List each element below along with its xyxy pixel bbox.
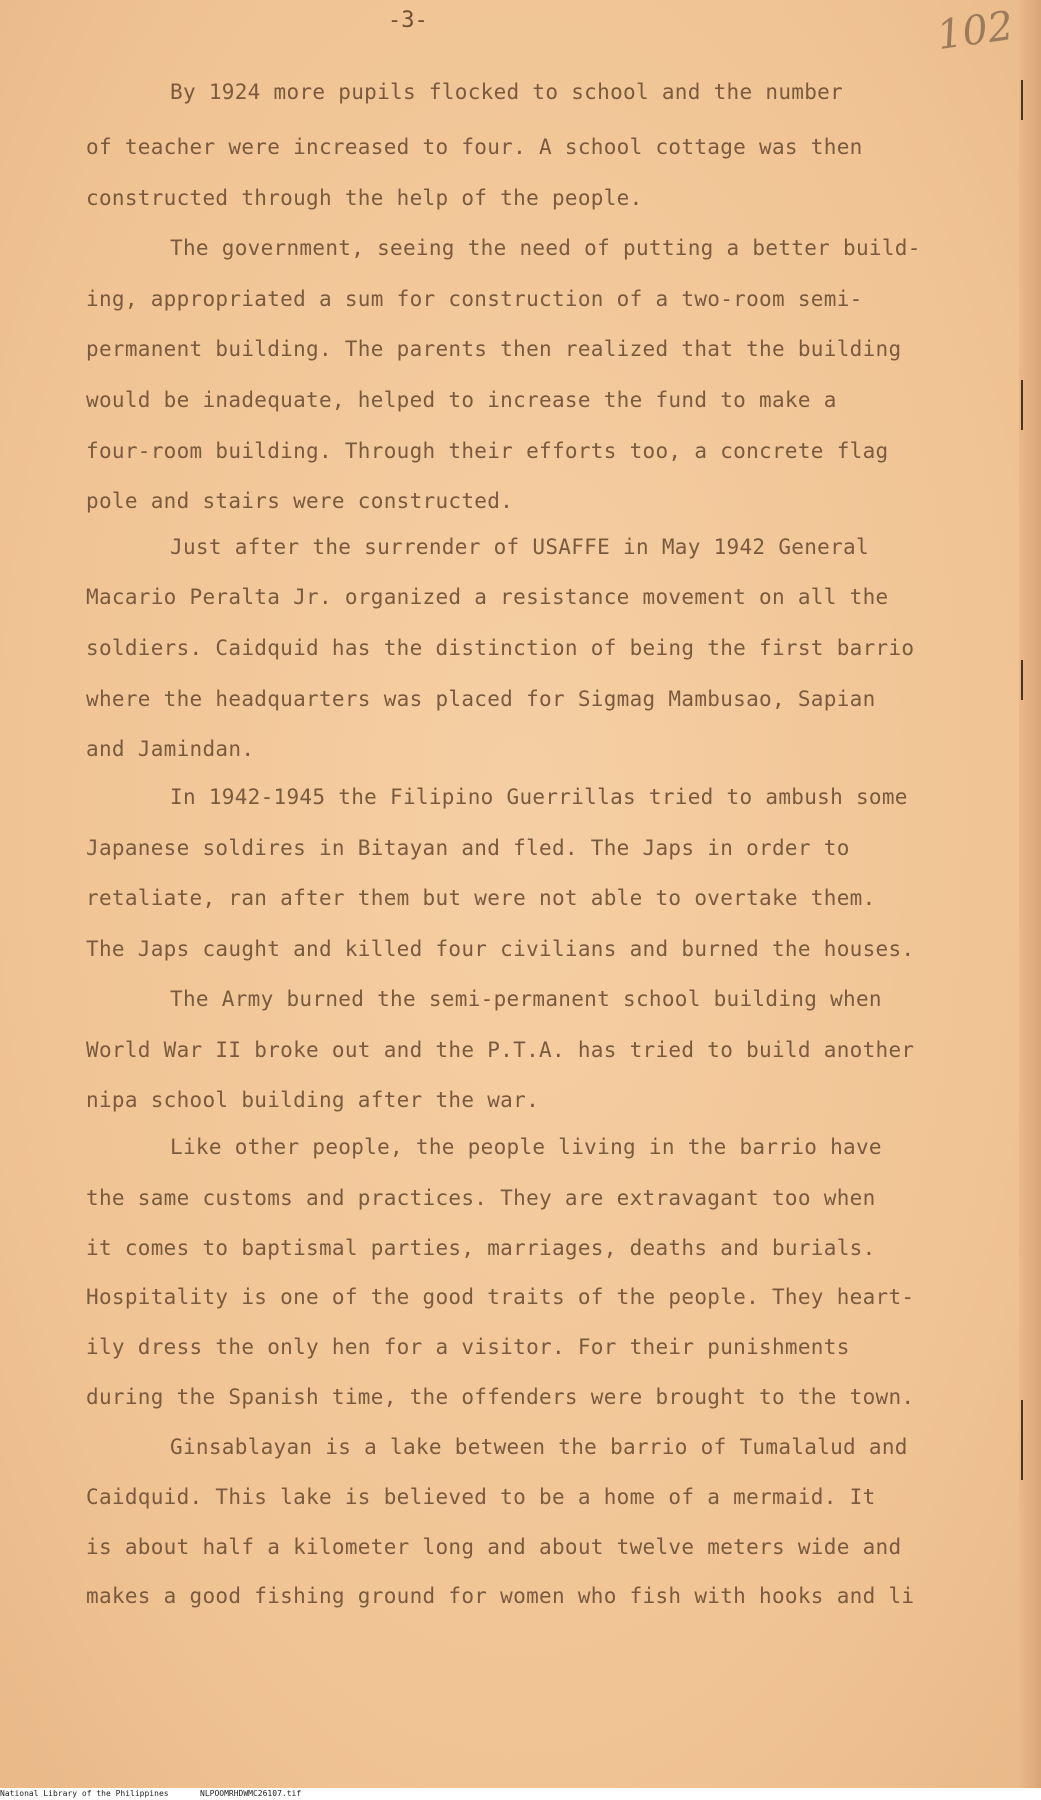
text-line: World War II broke out and the P.T.A. has tried to build another [86,1038,915,1062]
text-line: makes a good fishing ground for women who fish with hooks and li [86,1584,915,1608]
text-line: retaliate, ran after them but were not able to overtake them. [86,886,876,910]
text-line: it comes to baptismal parties, marriages, deaths and burials. [86,1236,876,1260]
text-line: where the headquarters was placed for Sigmag Mambusao, Sapian [86,687,876,711]
text-line: The Army burned the semi-permanent school building when [170,987,882,1011]
text-line: Japanese soldires in Bitayan and fled. The Japs in order to [86,836,850,860]
text-line: permanent building. The parents then realized that the building [86,337,902,361]
margin-mark [1021,380,1023,430]
text-line: Like other people, the people living in the barrio have [170,1135,882,1159]
text-line: four-room building. Through their efforts too, a concrete flag [86,439,889,463]
text-line: Hospitality is one of the good traits of the people. They heart- [86,1285,915,1309]
text-line: Macario Peralta Jr. organized a resistance movement on all the [86,585,889,609]
text-line: is about half a kilometer long and about twelve meters wide and [86,1535,902,1559]
margin-mark [1021,80,1023,120]
text-line: ing, appropriated a sum for construction of a two-room semi- [86,287,863,311]
text-line: Ginsablayan is a lake between the barrio of Tumalalud and [170,1435,908,1459]
text-line: the same customs and practices. They are extravagant too when [86,1186,876,1210]
library-label: National Library of the Philippines [0,1789,169,1798]
handwritten-page-number: 102 [934,2,1017,60]
text-line: Just after the surrender of USAFFE in May 1942 General [170,535,869,559]
text-line: pole and stairs were constructed. [86,489,514,513]
margin-mark [1021,660,1023,700]
file-name: NLPOOMRHDWMC26107.tif [200,1789,302,1798]
page-edge [1019,0,1041,1790]
text-line: The Japs caught and killed four civilians and burned the houses. [86,937,915,961]
margin-mark [1021,1400,1023,1480]
text-line: nipa school building after the war. [86,1088,540,1112]
text-line: ily dress the only hen for a visitor. For their punishments [86,1335,850,1359]
text-line: Caidquid. This lake is believed to be a home of a mermaid. It [86,1485,876,1509]
text-line: In 1942-1945 the Filipino Guerrillas tried to ambush some [170,785,908,809]
text-line: soldiers. Caidquid has the distinction of being the first barrio [86,636,915,660]
text-line: during the Spanish time, the offenders were brought to the town. [86,1385,915,1409]
text-line: would be inadequate, helped to increase the fund to make a [86,388,837,412]
text-line: The government, seeing the need of putting a better build- [170,236,921,260]
text-line: constructed through the help of the people. [86,186,643,210]
text-line: and Jamindan. [86,737,255,761]
scan-footer [0,1788,1041,1800]
text-line: of teacher were increased to four. A school cottage was then [86,135,863,159]
text-line: By 1924 more pupils flocked to school and the number [170,80,844,104]
page-number: -3- [388,8,428,33]
